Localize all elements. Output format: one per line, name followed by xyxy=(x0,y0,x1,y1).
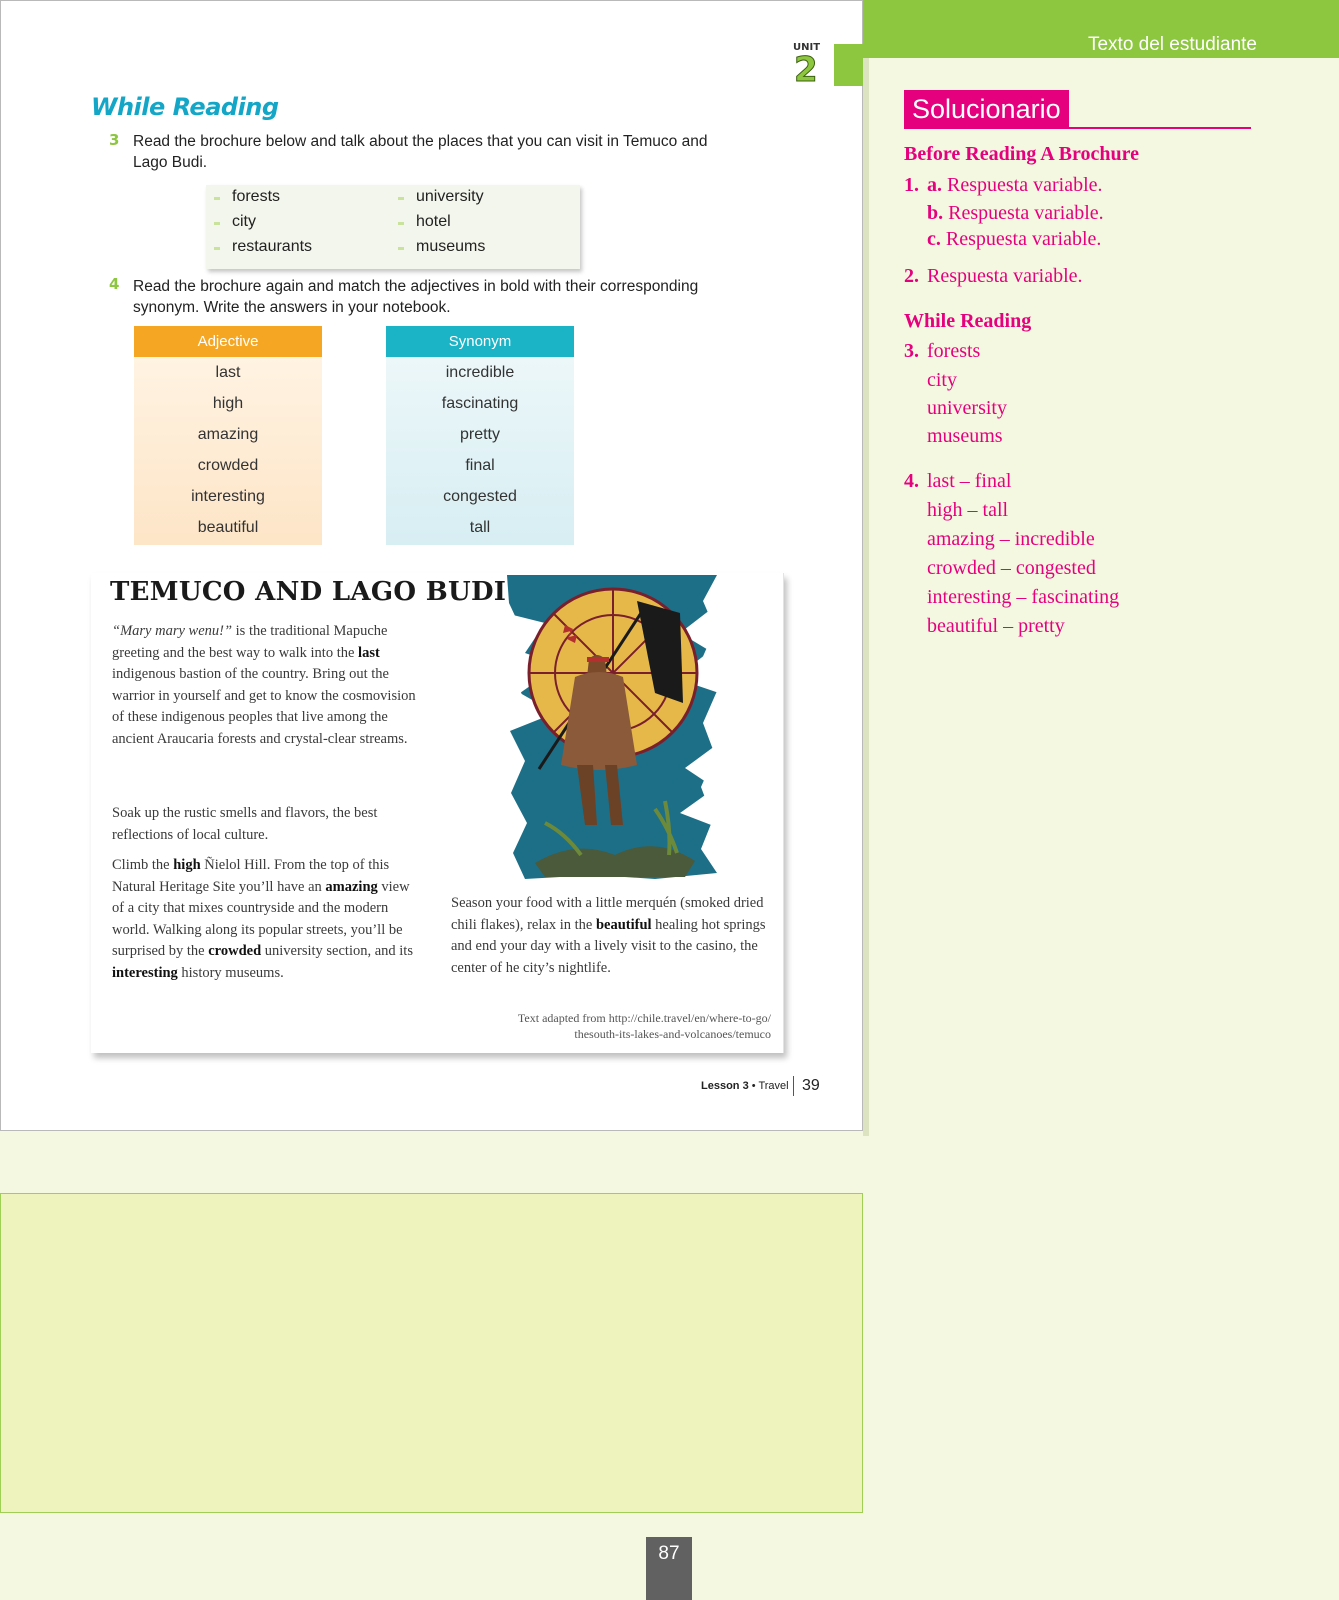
adjective-cell: beautiful xyxy=(197,519,259,536)
answer-number: 2. xyxy=(904,265,919,287)
adjective-cell: crowded xyxy=(197,457,259,474)
synonym-cell: incredible xyxy=(445,364,515,381)
answer-number: 3. xyxy=(904,340,919,362)
solucionario-title: Solucionario xyxy=(904,90,1069,128)
title-underline xyxy=(904,127,1251,129)
top-bar-label: Texto del estudiante xyxy=(1087,34,1257,55)
answer-item: b. Respuesta variable. xyxy=(927,202,1104,224)
unit-number: 2 xyxy=(794,50,818,90)
adjective-column xyxy=(134,357,322,545)
adjective-cell: interesting xyxy=(191,488,265,505)
question-3-text: Read the brochure below and talk about the places that you can visit in Temuco and Lago Budi. xyxy=(133,133,708,171)
adjective-highlight: amazing xyxy=(325,878,378,895)
brochure xyxy=(91,573,784,1053)
page-number: 87 xyxy=(646,1537,692,1600)
synonym-header: Synonym xyxy=(386,326,574,357)
word-item: hotel xyxy=(416,213,451,230)
answer-item: beautiful – pretty xyxy=(927,615,1065,637)
textbook-page-number: 39 xyxy=(802,1077,820,1094)
answer-item: c. Respuesta variable. xyxy=(927,228,1102,250)
answer-item: museums xyxy=(927,425,1003,447)
adjective-highlight: interesting xyxy=(112,964,178,981)
footer-lesson: Lesson 3 • Travel xyxy=(701,1080,789,1092)
answer-number: 4. xyxy=(904,470,919,492)
brochure-title: TEMUCO AND LAGO BUDI xyxy=(110,577,507,607)
unit-tab xyxy=(834,44,864,86)
while-reading-answers-heading: While Reading xyxy=(904,310,1032,332)
mapuche-greeting: “Mary mary wenu!” xyxy=(112,623,233,639)
answer-item: a. Respuesta variable. xyxy=(927,174,1103,196)
synonym-cell: fascinating xyxy=(441,395,519,412)
adjective-cell: high xyxy=(212,395,244,412)
top-bar xyxy=(863,0,1339,58)
brochure-paragraph-4: Season your food with a little merquén (smoked dried chili flakes), relax in the beautiful healing hot springs and end your day with a lively visit to the casino, the center of he city’s nightlife. xyxy=(451,895,766,976)
mapuche-warrior-illustration xyxy=(505,573,719,883)
answer-item: Respuesta variable. xyxy=(927,265,1083,287)
textbook-page xyxy=(0,0,863,1131)
answer-item: last – final xyxy=(927,470,1012,492)
adjective-cell: last xyxy=(215,364,241,381)
word-box xyxy=(206,185,580,269)
page-shadow-strip xyxy=(863,0,869,1136)
synonym-column xyxy=(386,357,574,545)
brochure-paragraph-3: Climb the high Ñielol Hill. From the top of this Natural Heritage Site you’ll have an amazing view of a city that mixes countryside and the modern world. Walking along its popular streets, you’ll be surprised by the crowded university section, and its interesting history museums. xyxy=(112,857,413,981)
answer-item: university xyxy=(927,397,1007,419)
synonym-cell: final xyxy=(465,457,495,474)
answer-number: 1. xyxy=(904,174,919,196)
word-item: museums xyxy=(416,238,486,255)
question-4-text: Read the brochure again and match the adjectives in bold with their corresponding synonym. Write the answers in your notebook. xyxy=(133,278,699,316)
word-item: forests xyxy=(232,188,281,205)
synonym-cell: tall xyxy=(469,519,491,536)
answer-item: amazing – incredible xyxy=(927,528,1095,550)
footer-divider xyxy=(793,1076,794,1096)
adjective-highlight: beautiful xyxy=(595,916,652,933)
notes-box xyxy=(0,1193,863,1513)
adjective-highlight: high xyxy=(173,857,201,873)
answer-item: forests xyxy=(927,340,981,362)
answer-item: high – tall xyxy=(927,499,1009,521)
word-item: university xyxy=(416,188,484,205)
word-item: city xyxy=(232,213,256,230)
adjective-header: Adjective xyxy=(134,326,322,357)
brochure-paragraph-1: “Mary mary wenu!” is the traditional Mapuche greeting and the best way to walk into the last indigenous bastion of the country. Bring out the warrior in yourself and get to know the cosmovision of these indigenous peoples that live among the ancient Araucaria forests and crystal-clear streams. xyxy=(112,623,416,747)
adjective-cell: amazing xyxy=(197,426,259,443)
section-heading: While Reading xyxy=(91,93,279,121)
answer-item: crowded – congested xyxy=(927,557,1096,579)
answer-item: city xyxy=(927,369,957,391)
adjective-highlight: crowded xyxy=(208,943,262,960)
question-4-number: 4 xyxy=(109,275,120,293)
source-citation: Text adapted from http://chile.travel/en/where-to-go/ thesouth-its-lakes-and-volcanoes/temuco xyxy=(517,1011,771,1041)
unit-label: UNIT xyxy=(793,42,821,53)
brochure-paragraph-2: Soak up the rustic smells and flavors, the best reflections of local culture. xyxy=(112,805,378,843)
synonym-cell: pretty xyxy=(459,426,500,443)
question-3-number: 3 xyxy=(109,131,120,149)
word-item: restaurants xyxy=(232,238,313,255)
synonym-cell: congested xyxy=(443,488,517,505)
adjective-highlight: last xyxy=(358,644,380,661)
answer-item: interesting – fascinating xyxy=(927,586,1120,608)
before-reading-heading: Before Reading A Brochure xyxy=(904,143,1139,165)
